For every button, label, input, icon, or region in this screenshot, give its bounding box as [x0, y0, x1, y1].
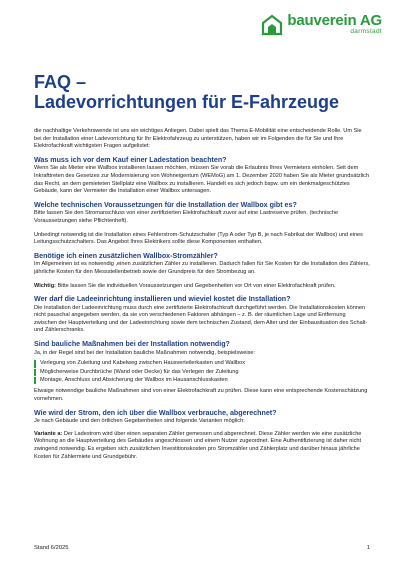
- q3-note-text: Bitte lassen Sie die individuellen Voraussetzungen und Gegebenheiten vor Ort von einer Elektrofachkraft prüfen.: [56, 282, 336, 289]
- list-item: Montage, Anschluss und Absicherung der Wallbox im Hausanschlusskasten: [34, 377, 370, 384]
- q5-text: Ja, in der Regel sind bei der Installation bauliche Maßnahmen notwendig, beispielsweise:: [34, 349, 256, 356]
- q5-measures-list: [34, 360, 370, 384]
- list-item: Möglicherweise Durchbrüche (Wand oder Decke) für das Verlegen der Zuleitung: [34, 369, 370, 376]
- footer-stand: Stand 6/2025: [34, 545, 69, 551]
- q1-heading: Was muss ich vor dem Kauf einer Ladestation beachten?: [34, 155, 227, 164]
- q3-heading: Benötige ich einen zusätzlichen Wallbox-Stromzähler?: [34, 251, 218, 260]
- page-title: [34, 72, 374, 112]
- q6-text: Je nach Gebäude und den örtlichen Gegebenheiten sind folgende Varianten möglich:: [34, 418, 245, 425]
- logo-name: bauverein AG: [287, 12, 382, 29]
- company-logo: [261, 13, 382, 36]
- q2-heading: Welche technischen Voraussetzungen für die Installation der Wallbox gibt es?: [34, 200, 297, 209]
- q6-variant-label: Variante a:: [34, 430, 63, 437]
- title-line-1: FAQ –: [34, 72, 87, 92]
- intro-text: die nachhaltige Verkehrswende ist uns ein wichtiges Anliegen. Dabei spielt das Thema E-Mobilität eine entscheidende Rolle. Um Sie bei der Installation einer Ladevorrichtung für Ihr Elektrofahrzeug zu unterstützen, haben wir im Folgenden die für Sie und Ihre Elektrofachkraft wichtigsten Fragen aufgelistet:: [34, 128, 362, 150]
- logo-house-icon: [261, 14, 283, 36]
- q2-text-1: Bitte lassen Sie den Stromanschluss von einer zertifizierten Elektrofachkraft zuvor auf eine Lastreserve prüfen. (technische Voraussetzungen siehe Pflichtenheft).: [34, 210, 339, 224]
- q1-text: Wenn Sie als Mieter eine Wallbox installieren lassen möchten, müssen Sie vorab die Erlaubnis Ihres Vermieters einholen. Seit dem Inkrafttreten des Gesetzes zur Modernisierung von Wohneigentum (WEMoG) am 1. Dezember 2020 haben Sie als Mieter grundsätzlich das Recht, an dem gemieteten Stellplatz eine Wallbox zu installieren. Handelt es sich jedoch bspw. um ein denkmalgeschütztes Gebäude, kann der Vermieter die Installation einer Wallbox untersagen.: [34, 165, 370, 195]
- q4-heading: Wer darf die Ladeeinrichtung installieren und wieviel kostet die Installation?: [34, 295, 291, 304]
- q4-text: Die Installation der Ladeeinrichtung muss durch eine zertifizierte Elektrofachkraft durchgeführt werden. Die Installationskosten können nicht pauschal angegeben werden, da sie von verschiedenen Faktoren abhängen – z. B. der räumlichen Lage und Entfernung zwischen der Hauptverteilung und der Ladeeinrichtung sowie dem technischen Zustand, dem Alter und der Einbausituation des Schalt- und Zählerschranks.: [34, 304, 368, 334]
- q5-heading: Sind bauliche Maßnahmen bei der Installation notwendig?: [34, 340, 230, 349]
- q6-variant-text: Der Ladestrom wird über einen separaten Zähler gemessen und abgerechnet. Diese Zähler werden wie eine zusätzliche Wohnung an die Hauptverteilung des Gebäudes angeschlossen und einem Nutzer zugeordnet. Eine Authentifizierung ist daher nicht zwingend notwendig. Es ergeben sich zusätzlichen Investitionskosten pro Stromzähler und Zählerplatz und darüber hinaus jährliche Kosten für Zählermiete und Grundgebühr.: [34, 430, 362, 460]
- page-number: 1: [366, 545, 370, 551]
- logo-subtitle: darmstadt: [350, 28, 382, 35]
- q6-variant-a: [34, 431, 370, 461]
- q5-after-text: Etwaige notwendige bauliche Maßnahmen sind von einer Elektrofachkraft zu prüfen. Diese kann eine entsprechende Kostenschätzung vornehmen.: [34, 388, 368, 403]
- q2-text-2: Unbedingt notwendig ist die Installation eines Fehlerstrom-Schutzschalter (Typ A oder Typ B, je nach Fabrikat der Wallbox) und eines Leitungsschutzschalters. Das Angebot Ihres Elektrikers sollte diese Komponenten enthalten.: [34, 231, 363, 246]
- title-line-2: Ladevorrichtungen für E-Fahrzeuge: [34, 92, 340, 112]
- q3-text: Im Allgemeinen ist es notwendig ,einen zusätzlichen Zähler zu installieren. Dadurch fallen für Sie Kosten für die Installation des Zählers, jährliche Kosten für den Messstellenbetrieb sowie der Grundpreis für den Strombezug an.: [34, 261, 370, 275]
- faq-content: [34, 128, 370, 464]
- q6-heading: Wie wird der Strom, den ich über die Wallbox verbrauche, abgerechnet?: [34, 408, 277, 417]
- list-item: Verlegung von Zuleitung und Kabelweg zwischen Hausverteilerkasten und Wallbox: [34, 360, 370, 367]
- q3-note: [34, 283, 370, 291]
- q3-note-label: Wichtig:: [34, 282, 57, 289]
